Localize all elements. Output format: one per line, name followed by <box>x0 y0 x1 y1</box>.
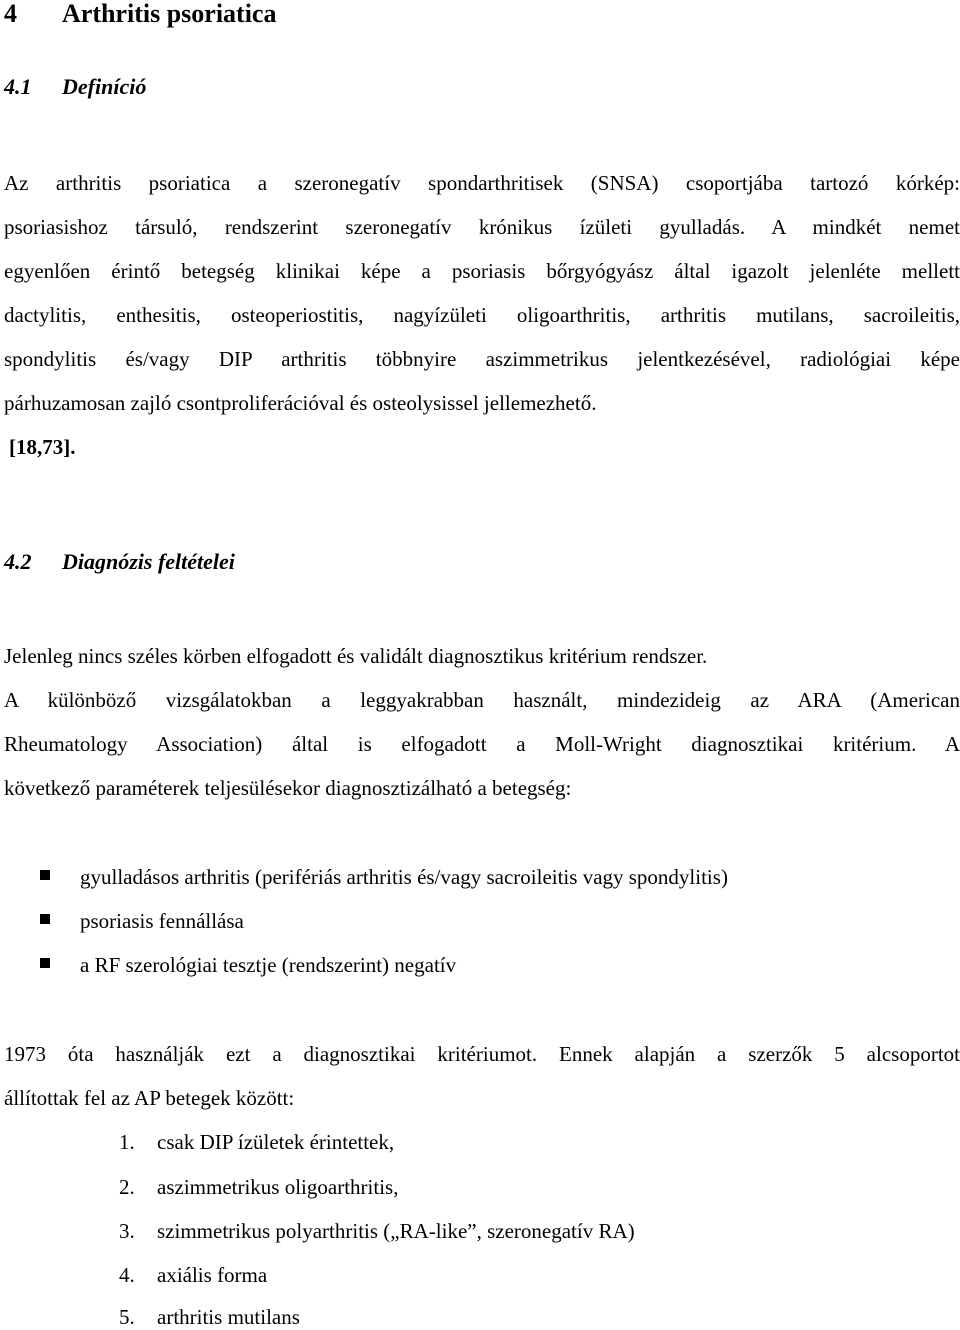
square-bullet-icon <box>40 870 50 880</box>
list-number: 1. <box>119 1130 135 1154</box>
definition-reference: [18,73]. <box>9 435 76 459</box>
criteria-text: gyulladásos arthritis (perifériás arthritis és/vagy sacroileitis vagy spondylitis) <box>80 865 728 889</box>
list-number: 4. <box>119 1263 135 1287</box>
definition-line: párhuzamosan zajló csontproliferációval és osteolysissel jellemezhető. <box>4 391 597 415</box>
subsection-heading-diagnosis <box>4 549 235 575</box>
section-number: 4 <box>4 0 17 28</box>
subsection-number: 4.1 <box>4 74 32 99</box>
list-text: arthritis mutilans <box>157 1305 300 1329</box>
subsection-heading-definition <box>4 74 146 100</box>
list-number: 3. <box>119 1219 135 1243</box>
diagnosis-line: Rheumatology Association) által is elfogadott a Moll-Wright diagnosztikai kritérium. A <box>4 732 960 756</box>
subsection-title: Diagnózis feltételei <box>62 549 235 574</box>
list-text: axiális forma <box>157 1263 268 1287</box>
diagnosis-after-line: állítottak fel az AP betegek között: <box>4 1086 295 1110</box>
list-number: 2. <box>119 1175 135 1199</box>
list-text: aszimmetrikus oligoarthritis, <box>157 1175 399 1199</box>
definition-line: psoriasishoz társuló, rendszerint szeronegatív krónikus ízületi gyulladás. A mindkét nemet <box>4 215 960 239</box>
subsection-title: Definíció <box>62 74 147 99</box>
section-heading <box>4 0 276 28</box>
diagnosis-line: Jelenleg nincs széles körben elfogadott és validált diagnosztikus kritérium rendszer. <box>4 644 708 668</box>
list-text: csak DIP ízületek érintettek, <box>157 1130 395 1154</box>
diagnosis-line: A különböző vizsgálatokban a leggyakrabban használt, mindezideig az ARA (American <box>4 688 960 712</box>
square-bullet-icon <box>40 914 50 924</box>
definition-line: egyenlően érintő betegség klinikai képe a psoriasis bőrgyógyász által igazolt jelenléte mellett <box>4 259 960 283</box>
list-text: szimmetrikus polyarthritis („RA-like”, szeronegatív RA) <box>157 1219 635 1243</box>
subsection-number: 4.2 <box>4 549 32 574</box>
criteria-text: a RF szerológiai tesztje (rendszerint) negatív <box>80 953 457 977</box>
diagnosis-after-line: 1973 óta használják ezt a diagnosztikai kritériumot. Ennek alapján a szerzők 5 alcsoportot <box>4 1042 960 1066</box>
criteria-text: psoriasis fennállása <box>80 909 244 933</box>
square-bullet-icon <box>40 958 50 968</box>
definition-line: spondylitis és/vagy DIP arthritis többnyire aszimmetrikus jelentkezésével, radiológiai képe <box>4 347 960 371</box>
definition-line: Az arthritis psoriatica a szeronegatív spondarthritisek (SNSA) csoportjába tartozó kórkép: <box>4 171 960 195</box>
section-title: Arthritis psoriatica <box>62 0 277 28</box>
diagnosis-line: következő paraméterek teljesülésekor diagnosztizálható a betegség: <box>4 776 572 800</box>
definition-line: dactylitis, enthesitis, osteoperiostitis, nagyízületi oligoarthritis, arthritis mutilans, sacroileitis, <box>4 303 960 327</box>
list-number: 5. <box>119 1305 135 1329</box>
